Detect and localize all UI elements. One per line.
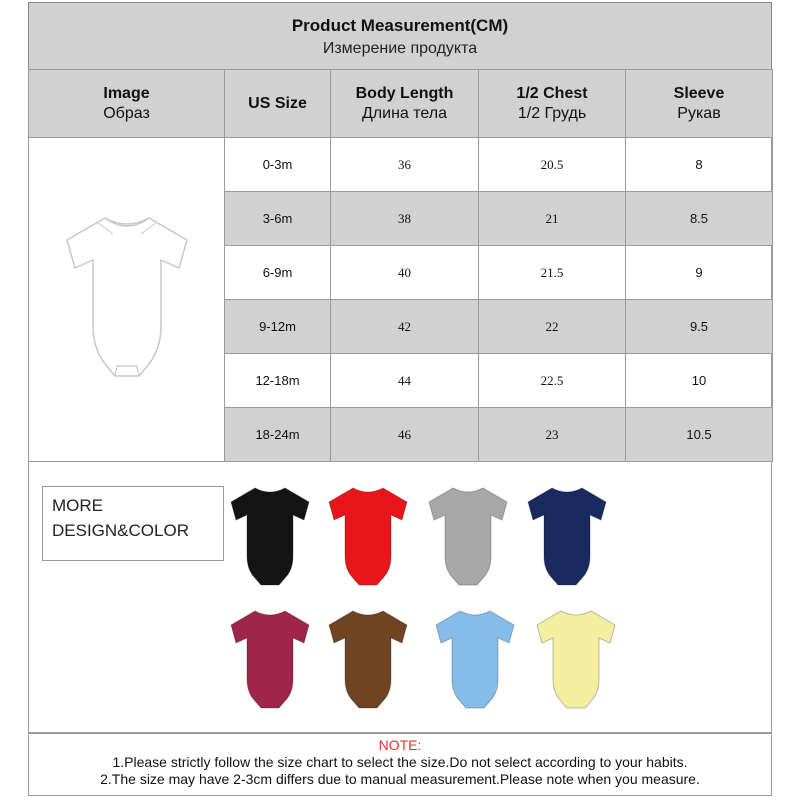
size-table bbox=[28, 69, 773, 462]
chest-cell: 23 bbox=[479, 408, 626, 462]
gray-bodysuit-swatch[interactable] bbox=[425, 484, 511, 590]
header-chest: 1/2 Chest 1/2 Грудь bbox=[479, 70, 626, 138]
product-image-cell bbox=[29, 138, 225, 462]
length-cell: 38 bbox=[331, 192, 479, 246]
size-cell: 18-24m bbox=[225, 408, 331, 462]
sleeve-cell: 10 bbox=[626, 354, 773, 408]
header-row bbox=[29, 70, 773, 138]
table-row bbox=[29, 138, 773, 192]
header-sleeve: Sleeve Рукав bbox=[626, 70, 773, 138]
note-line-1: 1.Please strictly follow the size chart to select the size.Do not select according to your habits. bbox=[112, 754, 688, 770]
navy-bodysuit-swatch[interactable] bbox=[524, 484, 610, 590]
burgundy-bodysuit-swatch[interactable] bbox=[227, 607, 313, 713]
sleeve-cell: 10.5 bbox=[626, 408, 773, 462]
red-bodysuit-swatch[interactable] bbox=[325, 484, 411, 590]
chest-cell: 21 bbox=[479, 192, 626, 246]
light-blue-bodysuit-swatch[interactable] bbox=[432, 607, 518, 713]
chest-cell: 22.5 bbox=[479, 354, 626, 408]
yellow-bodysuit-swatch[interactable] bbox=[533, 607, 619, 713]
header-us-size: US Size bbox=[225, 70, 331, 138]
more-line2: DESIGN&COLOR bbox=[52, 521, 189, 540]
sleeve-cell: 8 bbox=[626, 138, 773, 192]
title-ru: Измерение продукта bbox=[322, 40, 478, 57]
size-cell: 3-6m bbox=[225, 192, 331, 246]
size-cell: 12-18m bbox=[225, 354, 331, 408]
size-cell: 6-9m bbox=[225, 246, 331, 300]
length-cell: 46 bbox=[331, 408, 479, 462]
white-bodysuit-image bbox=[57, 208, 197, 388]
black-bodysuit-swatch[interactable] bbox=[227, 484, 313, 590]
size-cell: 0-3m bbox=[225, 138, 331, 192]
more-design-color-box bbox=[42, 486, 224, 561]
chest-cell: 21.5 bbox=[479, 246, 626, 300]
note-heading: NOTE: bbox=[378, 737, 422, 753]
note-box bbox=[28, 733, 772, 796]
chest-cell: 22 bbox=[479, 300, 626, 354]
header-body-length: Body Length Длина тела bbox=[331, 70, 479, 138]
length-cell: 36 bbox=[331, 138, 479, 192]
sleeve-cell: 9 bbox=[626, 246, 773, 300]
sleeve-cell: 8.5 bbox=[626, 192, 773, 246]
length-cell: 44 bbox=[331, 354, 479, 408]
title-en: Product Measurement(CM) bbox=[291, 16, 509, 35]
chest-cell: 20.5 bbox=[479, 138, 626, 192]
header-image: Image Образ bbox=[29, 70, 225, 138]
title-bar bbox=[28, 2, 772, 70]
size-cell: 9-12m bbox=[225, 300, 331, 354]
more-line1: MORE bbox=[52, 496, 103, 515]
length-cell: 42 bbox=[331, 300, 479, 354]
brown-bodysuit-swatch[interactable] bbox=[325, 607, 411, 713]
length-cell: 40 bbox=[331, 246, 479, 300]
sleeve-cell: 9.5 bbox=[626, 300, 773, 354]
note-line-2: 2.The size may have 2-3cm differs due to manual measurement.Please note when you measure. bbox=[100, 771, 700, 787]
